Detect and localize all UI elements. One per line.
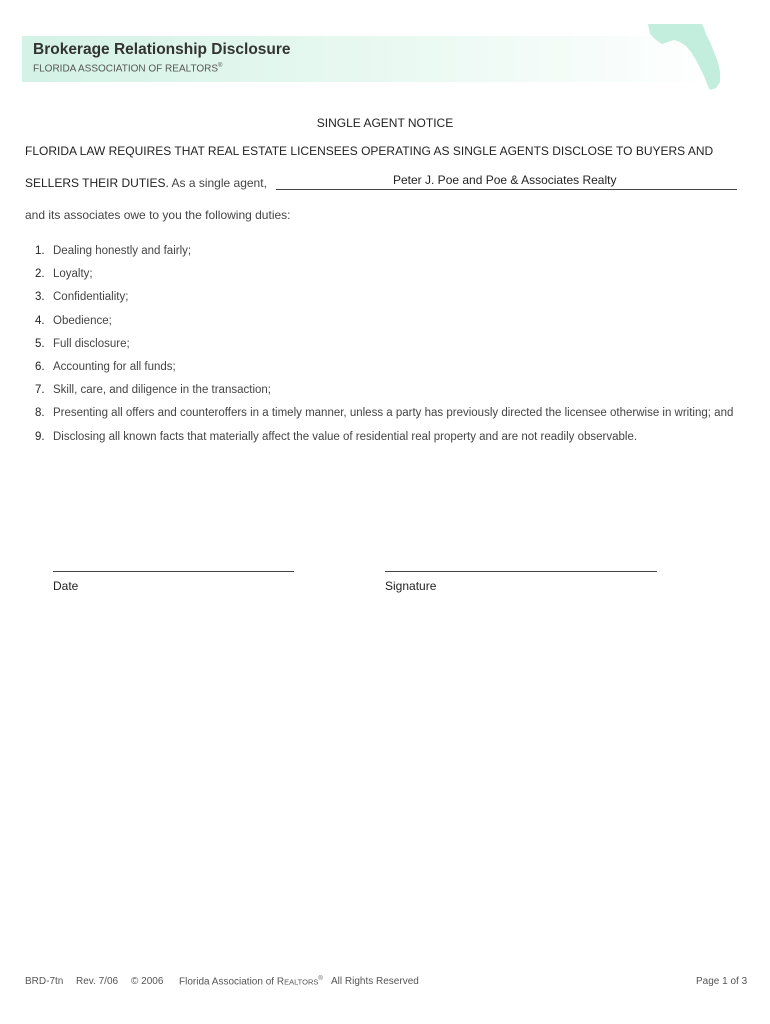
duty-text: Obedience; xyxy=(53,314,112,327)
duty-number: 4. xyxy=(35,314,45,327)
duty-item xyxy=(35,268,733,291)
duty-item xyxy=(35,245,733,268)
duty-text: Accounting for all funds; xyxy=(53,360,176,373)
duty-text: Presenting all offers and counteroffers in a timely manner, unless a party has previously directed the licensee otherwise in writing; and xyxy=(53,407,734,420)
duty-number: 6. xyxy=(35,360,45,373)
duty-text: Disclosing all known facts that materially affect the value of residential real property and are not readily observable. xyxy=(53,430,638,443)
duty-number: 5. xyxy=(35,337,45,350)
footer-revision: Rev. 7/06 xyxy=(76,976,119,987)
duties-list xyxy=(35,245,733,454)
date-label: Date xyxy=(53,579,79,593)
duty-item xyxy=(35,291,733,314)
duty-number: 8. xyxy=(35,407,45,420)
date-field[interactable] xyxy=(53,571,294,572)
duty-number: 7. xyxy=(35,384,45,397)
signature-label: Signature xyxy=(385,579,437,593)
agent-name-value: Peter J. Poe and Poe & Associates Realty xyxy=(393,173,617,187)
law-statement-line-2 xyxy=(25,176,267,190)
duty-number: 9. xyxy=(35,430,45,443)
duty-number: 1. xyxy=(35,245,45,257)
duty-text: Loyalty; xyxy=(53,268,93,281)
duty-item xyxy=(35,384,733,407)
footer-form-code: BRD-7tn xyxy=(25,976,64,987)
signature-field[interactable] xyxy=(385,571,657,572)
footer-page-number: Page 1 of 3 xyxy=(696,976,748,987)
document-subtitle: FLORIDA ASSOCIATION OF REALTORS® xyxy=(33,63,223,75)
document-title: Brokerage Relationship Disclosure xyxy=(33,41,291,58)
florida-state-icon xyxy=(644,18,724,98)
associates-line: and its associates owe to you the following duties: xyxy=(25,208,291,222)
header-banner xyxy=(22,36,717,82)
duty-item xyxy=(35,407,733,430)
single-agent-lead: As a single agent, xyxy=(171,176,267,190)
footer-copyright: © 2006 xyxy=(131,976,164,987)
duty-text: Skill, care, and diligence in the transaction; xyxy=(53,384,271,397)
duty-text: Confidentiality; xyxy=(53,291,129,304)
duty-number: 2. xyxy=(35,268,45,281)
duty-text: Dealing honestly and fairly; xyxy=(53,245,192,257)
duty-item xyxy=(35,361,733,384)
agent-name-field[interactable] xyxy=(276,173,737,190)
footer-organization: Florida Association of REALTORS® xyxy=(179,976,323,988)
duty-number: 3. xyxy=(35,291,45,304)
footer-rights: All Rights Reserved xyxy=(331,976,419,987)
law-statement-line-1: FLORIDA LAW REQUIRES THAT REAL ESTATE LICENSEES OPERATING AS SINGLE AGENTS DISCLOSE TO BUYERS AND xyxy=(25,144,714,158)
duty-text: Full disclosure; xyxy=(53,337,130,350)
duty-item xyxy=(35,431,733,454)
notice-heading: SINGLE AGENT NOTICE xyxy=(316,116,454,130)
duty-item xyxy=(35,338,733,361)
duty-item xyxy=(35,315,733,338)
law-duties-heading: SELLERS THEIR DUTIES. xyxy=(25,176,169,190)
